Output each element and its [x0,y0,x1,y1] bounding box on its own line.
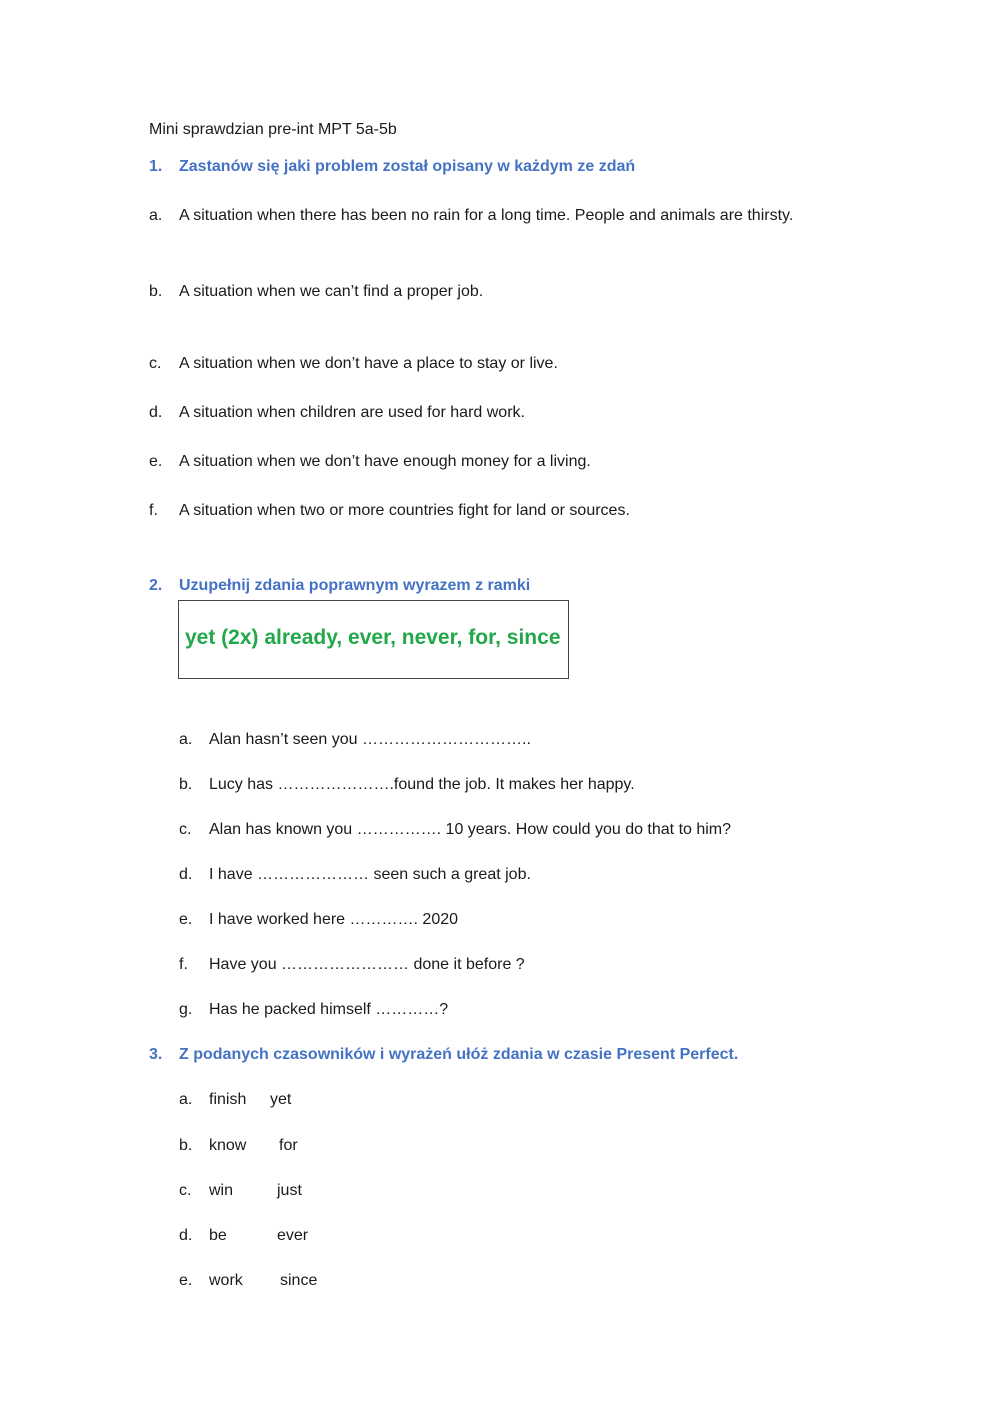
item-verb: finish [209,1091,247,1108]
item-letter: e. [179,911,193,928]
word-box [178,600,569,679]
section-3-heading: Z podanych czasowników i wyrażeń ułóż zdania w czasie Present Perfect. [179,1046,739,1063]
item-letter: a. [179,731,193,748]
item-letter: d. [179,1227,193,1244]
item-text: A situation when two or more countries fight for land or sources. [179,502,630,519]
item-letter: d. [179,866,193,883]
item-letter: b. [179,776,193,793]
item-letter: g. [179,1001,193,1018]
page-title: Mini sprawdzian pre-int MPT 5a-5b [149,121,397,138]
item-verb: work [209,1272,243,1289]
section-3-number: 3. [149,1046,163,1063]
item-letter: a. [179,1091,193,1108]
item-word: just [277,1182,302,1199]
item-verb: win [209,1182,234,1199]
item-letter: f. [179,956,188,973]
item-text: Alan has known you ……………. 10 years. How could you do that to him? [209,821,732,838]
item-text: A situation when we don’t have enough money for a living. [179,453,591,470]
item-letter: c. [179,1182,192,1199]
item-letter: a. [149,207,163,224]
item-word: since [280,1272,318,1289]
item-letter: b. [149,283,163,300]
item-text: A situation when we can’t find a proper job. [179,283,484,300]
item-letter: c. [179,821,192,838]
section-1-number: 1. [149,158,163,175]
section-1-heading: Zastanów się jaki problem został opisany w każdym ze zdań [179,158,636,175]
item-text: A situation when children are used for hard work. [179,404,525,421]
item-letter: c. [149,355,162,372]
word-box-text: yet (2x) already, ever, never, for, since [185,626,561,649]
item-letter: e. [179,1272,193,1289]
item-text: Alan hasn’t seen you ………………………….. [209,731,531,748]
item-verb: know [209,1137,247,1154]
item-text: Have you …………………… done it before ? [209,956,525,973]
item-text: I have worked here …………. 2020 [209,911,459,928]
item-verb: be [209,1227,227,1244]
item-word: ever [277,1227,309,1244]
item-text: Lucy has ………………….found the job. It makes her happy. [209,776,635,793]
item-word: yet [270,1091,292,1108]
section-2-number: 2. [149,577,163,594]
item-letter: e. [149,453,163,470]
item-word: for [279,1137,298,1154]
item-text: I have ………………… seen such a great job. [209,866,531,883]
item-letter: d. [149,404,163,421]
item-text: A situation when there has been no rain for a long time. People and animals are thirsty. [179,207,794,224]
item-text: A situation when we don’t have a place to stay or live. [179,355,558,372]
item-text: Has he packed himself …………? [209,1001,449,1018]
item-letter: b. [179,1137,193,1154]
section-2-heading: Uzupełnij zdania poprawnym wyrazem z ramki [179,577,531,594]
item-letter: f. [149,502,158,519]
